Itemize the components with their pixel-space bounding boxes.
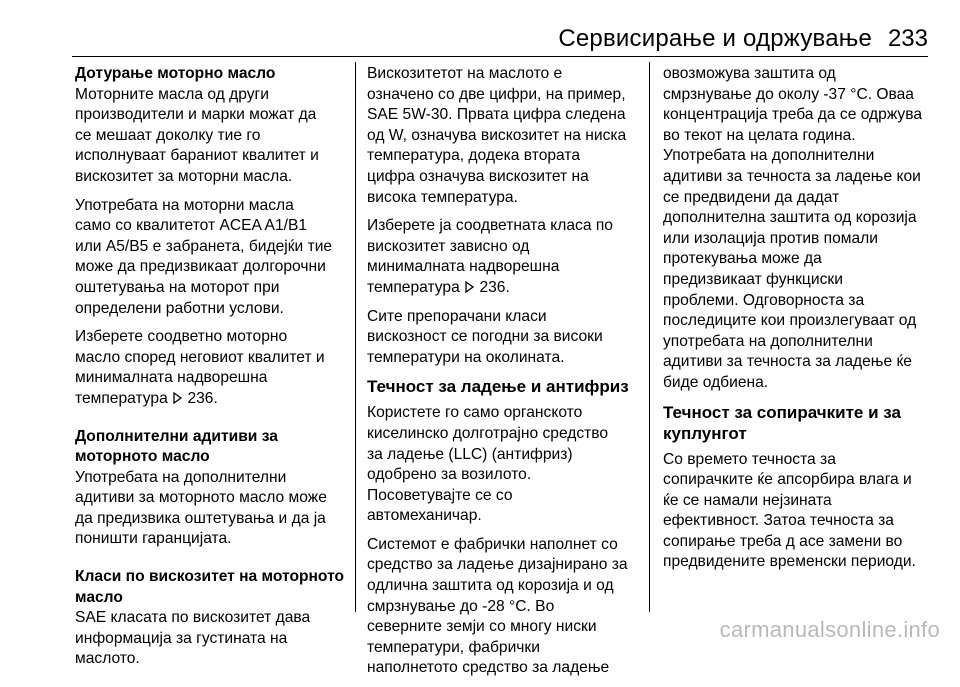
text-line: Течност за сопирачките и за xyxy=(663,402,901,422)
text-line: Класи по вискозитет на моторното xyxy=(75,568,345,586)
text-line: ќе се намали нејзината xyxy=(663,491,832,509)
column-divider-2 xyxy=(649,62,650,612)
reference-arrow-icon[interactable] xyxy=(172,390,183,407)
text-line: оштетувања на моторот при xyxy=(75,278,280,296)
text-line: наполнетото средство за ладење xyxy=(367,659,610,677)
text-line: за ладење (LLC) (антифриз) xyxy=(367,445,573,463)
text-line: масло според неговиот квалитет и xyxy=(75,348,325,366)
paragraph-brake-fluid xyxy=(663,450,935,574)
section-title: Сервисирање и одржување xyxy=(558,25,872,52)
watermark: carmanualsonline.info xyxy=(719,617,940,642)
header-divider xyxy=(72,56,928,57)
text-line: куплунгот xyxy=(663,423,747,443)
text-line: може да предизвикаат долгорочни xyxy=(75,258,326,276)
text-fragment: температура xyxy=(367,278,460,296)
text-line: температури, фабрички xyxy=(367,638,540,656)
text-line: вискозитет за моторни масла. xyxy=(75,167,293,185)
text-line: вискозност се погодни за високи xyxy=(367,328,603,346)
text-line: предвидените временски периоди. xyxy=(663,553,916,571)
text-line: или A5/B5 е забранета, бидејќи тие xyxy=(75,237,333,255)
text-line: сопирачките ќе апсорбира влага и xyxy=(663,471,912,489)
text-line: поништи гаранцијата. xyxy=(75,530,232,548)
text-line: SAE класата по вискозитет дава xyxy=(75,609,311,627)
text-line: висока температура. xyxy=(367,188,518,206)
page-reference-link[interactable]: 236. xyxy=(187,389,218,407)
text-line: температури на околината. xyxy=(367,348,565,366)
text-line-with-reference xyxy=(75,389,353,410)
text-line: Посоветувајте се со xyxy=(367,486,513,504)
page-number: 233 xyxy=(887,25,928,52)
text-line: Употребата на моторни масла xyxy=(75,196,294,214)
text-line: од W, означува вискозитет на ниска xyxy=(367,126,627,144)
text-line: Моторните масла од други xyxy=(75,85,269,103)
page-header xyxy=(0,0,960,60)
paragraph-oil-mixing xyxy=(75,85,353,188)
text-line: дополнителна заштита од корозија xyxy=(663,209,917,227)
text-line: последиците кои произлегуваат од xyxy=(663,312,917,330)
paragraph-all-classes xyxy=(367,307,645,369)
text-line: предизвикаат функциски xyxy=(663,270,843,288)
heading-oil-additives xyxy=(75,427,353,468)
text-line: Употребата на дополнителни xyxy=(663,147,875,165)
text-line: Употребата на дополнителни xyxy=(75,468,287,486)
text-line: Сите препорачани класи xyxy=(367,307,547,325)
text-line: Системот е фабрички наполнет со xyxy=(367,535,618,553)
text-line: само со квалитетот ACEA A1/B1 xyxy=(75,217,308,235)
text-line: моторното масло xyxy=(75,448,210,466)
heading-oil-topup: Дотурање моторно масло xyxy=(75,65,276,82)
text-line: автомеханичар. xyxy=(367,507,482,525)
text-line: маслото. xyxy=(75,650,140,668)
text-line: минималната надворешна xyxy=(367,258,560,276)
text-line: одобрено за возилото. xyxy=(367,466,532,484)
text-line: адитиви за течноста за ладење ќе xyxy=(663,353,912,371)
text-line: производители и марки можат да xyxy=(75,106,317,124)
paragraph-acea-forbidden xyxy=(75,196,353,320)
text-line: адитиви за моторното масло може xyxy=(75,489,327,507)
text-line: протекувања може да xyxy=(663,250,822,268)
reference-arrow-icon[interactable] xyxy=(464,279,475,296)
paragraph-use-llc xyxy=(367,403,645,527)
text-line: биде одбиена. xyxy=(663,373,769,391)
heading-coolant-antifreeze: Течност за ладење и антифриз xyxy=(367,377,629,397)
column-2 xyxy=(367,64,645,687)
text-line: северните земји со многу ниски xyxy=(367,618,597,636)
text-line: смрзнување до околу -37 °C. Оваа xyxy=(663,85,914,103)
text-line: одлична заштита од корозија и од xyxy=(367,577,614,595)
text-fragment: температура xyxy=(75,389,168,407)
text-line: киселинско долготрајно средство xyxy=(367,424,609,442)
paragraph-sae-class xyxy=(75,608,353,670)
heading-viscosity-classes xyxy=(75,567,353,608)
text-line: Со времето течноста за xyxy=(663,450,836,468)
text-line: информација за густината на xyxy=(75,629,288,647)
column-1 xyxy=(75,64,353,678)
paragraph-protection-additives xyxy=(663,64,935,394)
text-line: Дополнителни адитиви за xyxy=(75,427,278,445)
paragraph-viscosity-digits xyxy=(367,64,645,208)
text-line: средство за ладење дизајнирано за xyxy=(367,556,628,574)
text-line: проблеми. Одговорноста за xyxy=(663,291,865,309)
text-line: адитиви за течноста за ладење кои xyxy=(663,167,921,185)
text-line: концентрација треба да се одржува xyxy=(663,106,923,124)
text-line: масло xyxy=(75,588,123,606)
text-line: Изберете соодветно моторно xyxy=(75,328,288,346)
text-line: цифра означува вискозитет на xyxy=(367,167,589,185)
text-line: температура, додека втората xyxy=(367,147,581,165)
text-line: определени работни услови. xyxy=(75,299,284,317)
text-line: се предвидени да дадат xyxy=(663,188,840,206)
text-line: во текот на целата година. xyxy=(663,126,856,144)
text-line: Вискозитетот на маслото е xyxy=(367,65,563,82)
text-line: смрзнување до -28 °C. Во xyxy=(367,597,555,615)
text-line: вискозитет зависно од xyxy=(367,237,530,255)
text-line: Изберете ја соодветната класа по xyxy=(367,217,613,235)
heading-brake-clutch-fluid xyxy=(663,402,935,444)
text-line-with-reference xyxy=(367,278,645,299)
text-line: SAE 5W-30. Првата цифра следена xyxy=(367,106,626,124)
column-3 xyxy=(663,64,935,581)
paragraph-choose-class xyxy=(367,216,645,298)
column-divider-1 xyxy=(355,62,356,612)
text-line: Користете го само органското xyxy=(367,404,583,422)
text-line: овозможува заштита од xyxy=(663,65,836,82)
text-line: се мешаат доколку тие го xyxy=(75,126,261,144)
text-line: или изолација против помали xyxy=(663,229,878,247)
text-line: да предизвика оштетувања и да ја xyxy=(75,509,326,527)
paragraph-choose-oil xyxy=(75,327,353,409)
text-line: сопирање треба д асе замени во xyxy=(663,532,903,550)
paragraph-factory-fill xyxy=(367,535,645,679)
text-line: ефективност. Затоа течноста за xyxy=(663,512,894,530)
text-line: означено со две цифри, на пример, xyxy=(367,85,626,103)
text-line: исполнуваат бараниот квалитет и xyxy=(75,147,319,165)
paragraph-additives xyxy=(75,468,353,550)
text-line: употребата на дополнителни xyxy=(663,332,873,350)
text-line: минималната надворешна xyxy=(75,369,268,387)
page-reference-link[interactable]: 236. xyxy=(479,278,510,296)
